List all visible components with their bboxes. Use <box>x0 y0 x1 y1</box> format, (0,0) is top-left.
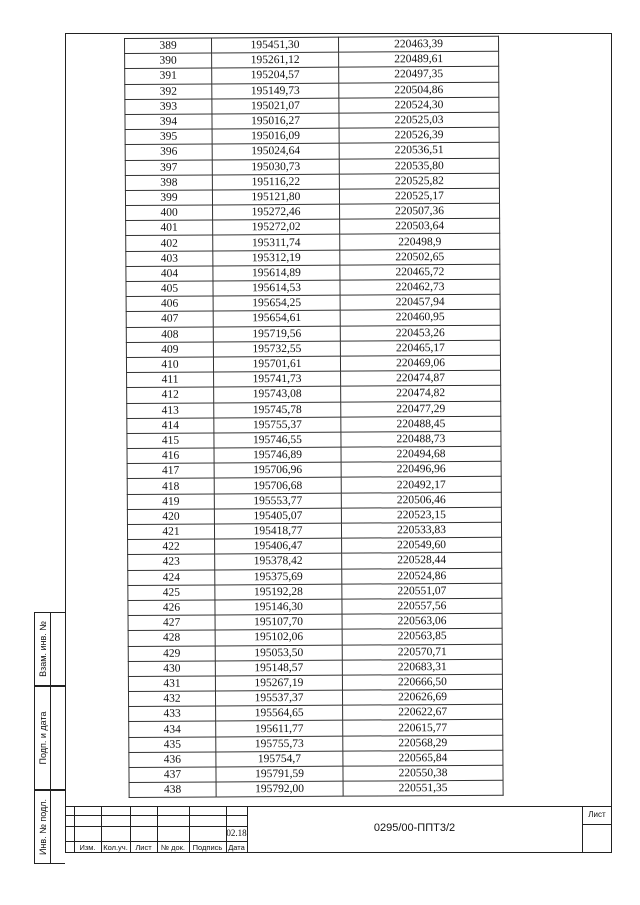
coord-y: 220551,35 <box>343 780 503 796</box>
coord-x: 195537,37 <box>215 690 342 706</box>
coord-y: 220507,36 <box>340 203 500 219</box>
coord-y: 220524,86 <box>342 568 502 584</box>
table-row <box>127 446 501 463</box>
coord-x: 195121,80 <box>212 189 339 205</box>
point-number: 421 <box>127 524 214 540</box>
table-row <box>129 750 503 767</box>
coord-y: 220535,80 <box>339 158 499 174</box>
coord-y: 220488,45 <box>341 416 501 432</box>
coord-x: 195754,7 <box>216 751 343 767</box>
point-number: 398 <box>125 175 212 191</box>
table-row <box>125 158 499 175</box>
table-row <box>125 36 499 53</box>
point-number: 435 <box>129 737 216 753</box>
coord-y: 220551,07 <box>342 583 502 599</box>
point-number: 404 <box>126 266 213 282</box>
stamp-date: 02.18 <box>226 828 247 838</box>
coord-x: 195272,02 <box>213 219 340 235</box>
coord-x: 195553,77 <box>214 493 341 509</box>
coord-y: 220496,96 <box>341 461 501 477</box>
coord-x: 195792,00 <box>216 781 343 797</box>
side-block-inv <box>34 790 65 864</box>
point-number: 419 <box>127 494 214 510</box>
table-row <box>126 340 500 357</box>
table-row <box>127 386 501 403</box>
sheet-label: Лист <box>588 810 606 819</box>
point-number: 430 <box>128 661 215 677</box>
coord-y: 220504,86 <box>339 82 499 98</box>
point-number: 390 <box>125 53 212 69</box>
coord-x: 195375,69 <box>215 569 342 585</box>
point-number: 399 <box>125 190 212 206</box>
coord-x: 195204,57 <box>212 68 339 84</box>
coord-x: 195719,56 <box>213 326 340 342</box>
coord-x: 195746,89 <box>214 447 341 463</box>
coord-y: 220536,51 <box>339 143 499 159</box>
coord-y: 220503,64 <box>340 218 500 234</box>
point-number: 407 <box>126 311 213 327</box>
stamp-col-ndok: № док. <box>160 843 186 852</box>
coord-x: 195564,65 <box>216 705 343 721</box>
coord-y: 220557,56 <box>342 598 502 614</box>
coord-x: 195701,61 <box>213 356 340 372</box>
side-label-inv: Инв. № подл. <box>37 798 48 856</box>
point-number: 424 <box>128 570 215 586</box>
stamp-col-list: Лист <box>135 843 152 852</box>
table-row <box>126 264 500 281</box>
coord-x: 195755,73 <box>216 736 343 752</box>
coord-x: 195791,59 <box>216 766 343 782</box>
coord-y: 220525,82 <box>339 173 499 189</box>
side-label-podp: Подп. и дата <box>37 711 48 765</box>
table-row <box>128 553 502 570</box>
table-row <box>127 401 501 418</box>
table-row <box>128 583 502 600</box>
coord-y: 220525,17 <box>339 188 499 204</box>
coord-y: 220477,29 <box>341 401 501 417</box>
coord-x: 195741,73 <box>214 371 341 387</box>
coord-x: 195016,09 <box>212 128 339 144</box>
table-row <box>127 492 501 509</box>
coord-y: 220666,50 <box>342 674 502 690</box>
table-row <box>125 97 499 114</box>
point-number: 389 <box>125 38 212 54</box>
point-number: 416 <box>127 448 214 464</box>
coord-x: 195746,55 <box>214 432 341 448</box>
coord-y: 220533,83 <box>341 522 501 538</box>
coord-x: 195149,73 <box>212 83 339 99</box>
point-number: 425 <box>128 585 215 601</box>
table-row <box>126 355 500 372</box>
table-row <box>125 188 499 205</box>
table-row <box>125 127 499 144</box>
coord-x: 195614,53 <box>213 280 340 296</box>
point-number: 393 <box>125 99 212 115</box>
coord-x: 195311,74 <box>213 235 340 251</box>
side-block-podp <box>34 686 65 790</box>
point-number: 392 <box>125 84 212 100</box>
document-code: 0295/00-ППТ3/2 <box>373 822 456 834</box>
point-number: 405 <box>126 281 213 297</box>
coord-y: 220465,72 <box>340 264 500 280</box>
table-row <box>125 112 499 129</box>
coord-y: 220683,31 <box>342 659 502 675</box>
stamp-col-data: Дата <box>228 843 245 852</box>
point-number: 417 <box>127 463 214 479</box>
coord-x: 195614,89 <box>213 265 340 281</box>
point-number: 414 <box>127 418 214 434</box>
coord-y: 220453,26 <box>340 325 500 341</box>
point-number: 396 <box>125 144 212 160</box>
coord-x: 195654,61 <box>213 311 340 327</box>
coord-x: 195146,30 <box>215 599 342 615</box>
coord-y: 220465,17 <box>340 340 500 356</box>
table-row <box>127 461 501 478</box>
table-row <box>125 143 499 160</box>
coord-y: 220626,69 <box>342 689 502 705</box>
coord-y: 220463,39 <box>338 36 498 52</box>
table-row <box>128 613 502 630</box>
coord-y: 220528,44 <box>342 553 502 569</box>
coord-x: 195745,78 <box>214 402 341 418</box>
coord-x: 195611,77 <box>216 721 343 737</box>
point-number: 436 <box>129 752 216 768</box>
coord-y: 220525,03 <box>339 112 499 128</box>
coordinates-table <box>124 36 504 799</box>
coord-x: 195107,70 <box>215 614 342 630</box>
coord-y: 220523,15 <box>341 507 501 523</box>
table-row <box>127 522 501 539</box>
coord-x: 195706,96 <box>214 462 341 478</box>
table-row <box>128 568 502 585</box>
coord-x: 195148,57 <box>215 660 342 676</box>
coord-x: 195312,19 <box>213 250 340 266</box>
table-row <box>128 659 502 676</box>
coord-x: 195030,73 <box>212 159 339 175</box>
coord-y: 220506,46 <box>341 492 501 508</box>
point-number: 413 <box>127 402 214 418</box>
point-number: 423 <box>128 554 215 570</box>
coord-y: 220462,73 <box>340 279 500 295</box>
coord-y: 220469,06 <box>340 355 500 371</box>
point-number: 411 <box>127 372 214 388</box>
point-number: 432 <box>128 691 215 707</box>
table-row <box>129 720 503 737</box>
table-row <box>128 674 502 691</box>
table-row <box>125 51 499 68</box>
side-block-vzam <box>34 612 65 686</box>
table-row <box>128 644 502 661</box>
coord-x: 195102,06 <box>215 629 342 645</box>
point-number: 408 <box>126 327 213 343</box>
point-number: 403 <box>126 251 213 267</box>
table-row <box>127 416 501 433</box>
coord-y: 220615,77 <box>343 720 503 736</box>
table-row <box>128 598 502 615</box>
point-number: 427 <box>128 615 215 631</box>
coord-y: 220563,85 <box>342 629 502 645</box>
table-row <box>126 310 500 327</box>
point-number: 395 <box>125 129 212 145</box>
coord-y: 220549,60 <box>342 537 502 553</box>
stamp-col-kolvo: Кол.уч. <box>103 843 128 852</box>
table-row <box>128 689 502 706</box>
coord-y: 220494,68 <box>341 446 501 462</box>
coord-y: 220526,39 <box>339 127 499 143</box>
coord-y: 220488,73 <box>341 431 501 447</box>
coord-x: 195192,28 <box>215 584 342 600</box>
point-number: 433 <box>129 706 216 722</box>
coord-x: 195743,08 <box>214 386 341 402</box>
coord-y: 220565,84 <box>343 750 503 766</box>
table-row <box>127 370 501 387</box>
table-row <box>126 249 500 266</box>
coord-x: 195378,42 <box>215 554 342 570</box>
point-number: 409 <box>126 342 213 358</box>
coord-x: 195016,27 <box>212 113 339 129</box>
table-row <box>125 82 499 99</box>
point-number: 410 <box>126 357 213 373</box>
point-number: 438 <box>129 782 216 798</box>
table-row <box>129 735 503 752</box>
point-number: 426 <box>128 600 215 616</box>
title-block <box>65 806 612 853</box>
point-number: 406 <box>126 296 213 312</box>
point-number: 402 <box>126 235 213 251</box>
table-row <box>129 780 503 797</box>
point-number: 429 <box>128 645 215 661</box>
point-number: 422 <box>128 539 215 555</box>
coord-y: 220622,67 <box>343 704 503 720</box>
point-number: 394 <box>125 114 212 130</box>
point-number: 437 <box>129 767 216 783</box>
point-number: 401 <box>126 220 213 236</box>
table-row <box>129 704 503 721</box>
coord-x: 195024,64 <box>212 144 339 160</box>
point-number: 431 <box>128 676 215 692</box>
table-row <box>126 218 500 235</box>
point-number: 418 <box>127 478 214 494</box>
coord-x: 195418,77 <box>214 523 341 539</box>
table-row <box>129 765 503 782</box>
point-number: 415 <box>127 433 214 449</box>
coord-y: 220550,38 <box>343 765 503 781</box>
coord-x: 195053,50 <box>215 645 342 661</box>
stamp-col-izm: Изм. <box>79 843 96 852</box>
coord-y: 220498,9 <box>340 234 500 250</box>
point-number: 420 <box>127 509 214 525</box>
coord-y: 220474,82 <box>341 386 501 402</box>
coord-x: 195451,30 <box>212 37 339 53</box>
table-row <box>125 67 499 84</box>
table-row <box>125 173 499 190</box>
table-row <box>126 294 500 311</box>
coord-x: 195116,22 <box>212 174 339 190</box>
point-number: 400 <box>126 205 213 221</box>
table-row <box>127 431 501 448</box>
coord-x: 195654,25 <box>213 295 340 311</box>
point-number: 428 <box>128 630 215 646</box>
point-number: 397 <box>125 159 212 175</box>
side-label-vzam: Взам. инв. № <box>37 621 48 677</box>
coord-x: 195021,07 <box>212 98 339 114</box>
coord-y: 220460,95 <box>340 310 500 326</box>
table-row <box>127 507 501 524</box>
coord-y: 220497,35 <box>339 67 499 83</box>
coord-y: 220563,06 <box>342 613 502 629</box>
coord-y: 220474,87 <box>341 370 501 386</box>
stamp-col-podpis: Подпись <box>192 843 223 852</box>
table-row <box>126 279 500 296</box>
point-number: 391 <box>125 68 212 84</box>
table-row <box>127 477 501 494</box>
coord-y: 220492,17 <box>341 477 501 493</box>
coord-x: 195272,46 <box>213 204 340 220</box>
coord-x: 195406,47 <box>215 538 342 554</box>
coord-x: 195732,55 <box>213 341 340 357</box>
table-row <box>126 203 500 220</box>
coord-x: 195706,68 <box>214 478 341 494</box>
coord-y: 220457,94 <box>340 294 500 310</box>
coord-x: 195267,19 <box>215 675 342 691</box>
table-row <box>126 325 500 342</box>
coord-y: 220568,29 <box>343 735 503 751</box>
coord-x: 195261,12 <box>212 52 339 68</box>
table-row <box>128 537 502 554</box>
coord-y: 220489,61 <box>339 51 499 67</box>
coord-y: 220570,71 <box>342 644 502 660</box>
coord-x: 195405,07 <box>214 508 341 524</box>
point-number: 434 <box>129 721 216 737</box>
coord-y: 220524,30 <box>339 97 499 113</box>
point-number: 412 <box>127 387 214 403</box>
coord-x: 195755,37 <box>214 417 341 433</box>
coord-y: 220502,65 <box>340 249 500 265</box>
table-row <box>128 629 502 646</box>
